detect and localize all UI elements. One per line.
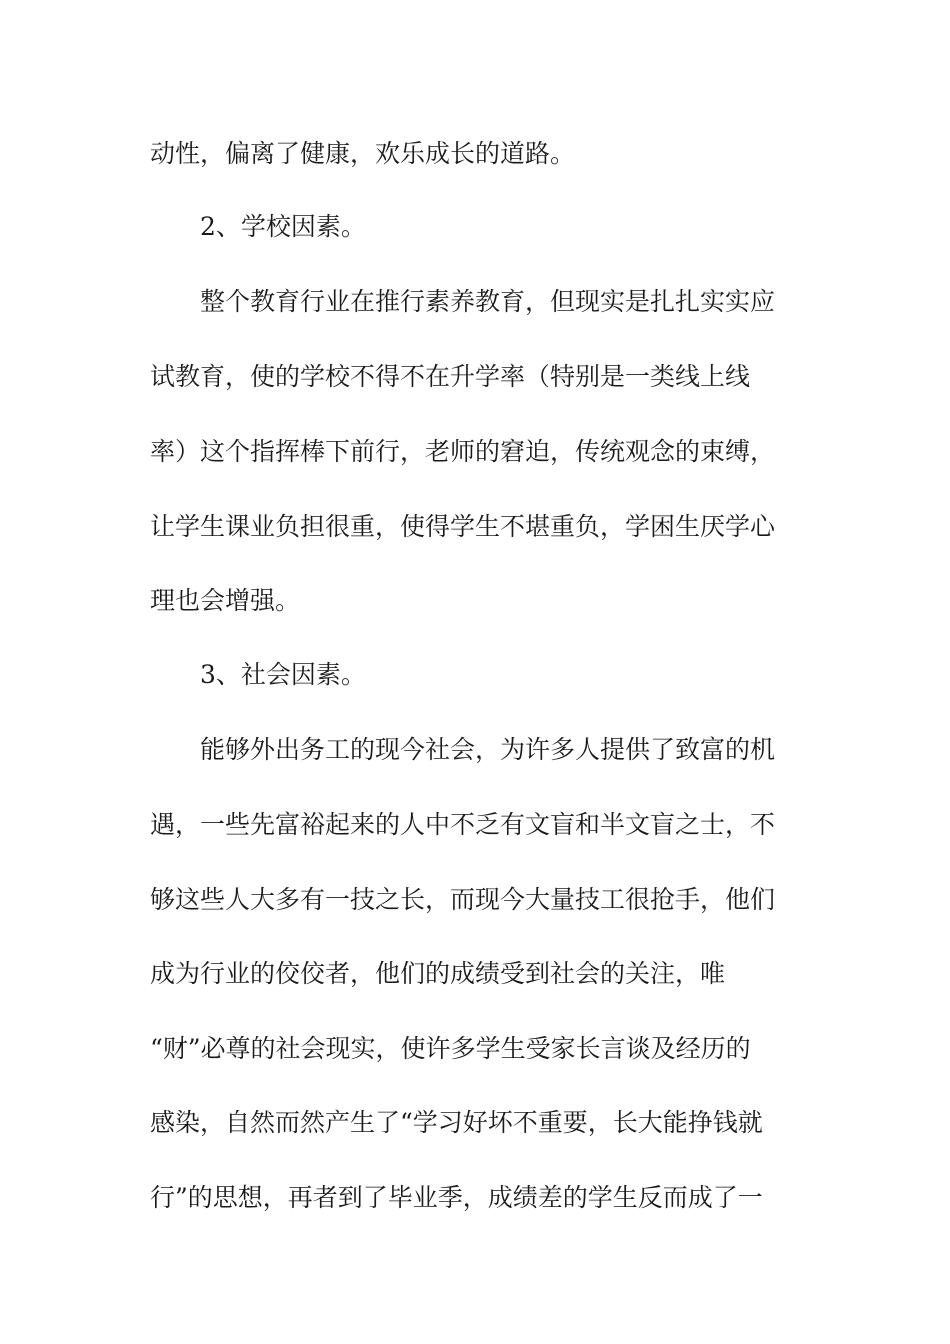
paragraph-line: 遇，一些先富裕起来的人中不乏有文盲和半文盲之士，不 [150,810,776,839]
section-heading: 3、社会因素。 [200,660,366,689]
paragraph-line: “财”必尊的社会现实，使许多学生受家长言谈及经历的 [150,1034,751,1063]
paragraph-line: 试教育，使的学校不得不在升学率（特别是一类线上线 [150,362,751,391]
paragraph-line: 能够外出务工的现今社会，为许多人提供了致富的机 [200,735,776,764]
paragraph-line: 成为行业的佼佼者，他们的成绩受到社会的关注，唯 [150,959,726,988]
paragraph-line: 够这些人大多有一技之长，而现今大量技工很抢手，他们 [150,885,776,914]
paragraph-line: 整个教育行业在推行素养教育，但现实是扎扎实实应 [200,287,776,316]
paragraph-line: 动性，偏离了健康，欢乐成长的道路。 [150,139,576,168]
paragraph-line: 让学生课业负担很重，使得学生不堪重负，学困生厌学心 [150,512,776,541]
paragraph-line: 行”的思想，再者到了毕业季，成绩差的学生反而成了一 [150,1183,763,1212]
paragraph-line: 理也会增强。 [150,586,301,615]
paragraph-line: 率）这个指挥棒下前行，老师的窘迫，传统观念的束缚， [150,437,776,466]
paragraph-line: 感染，自然而然产生了“学习好坏不重要，长大能挣钱就 [150,1108,763,1137]
section-heading: 2、学校因素。 [200,212,366,241]
